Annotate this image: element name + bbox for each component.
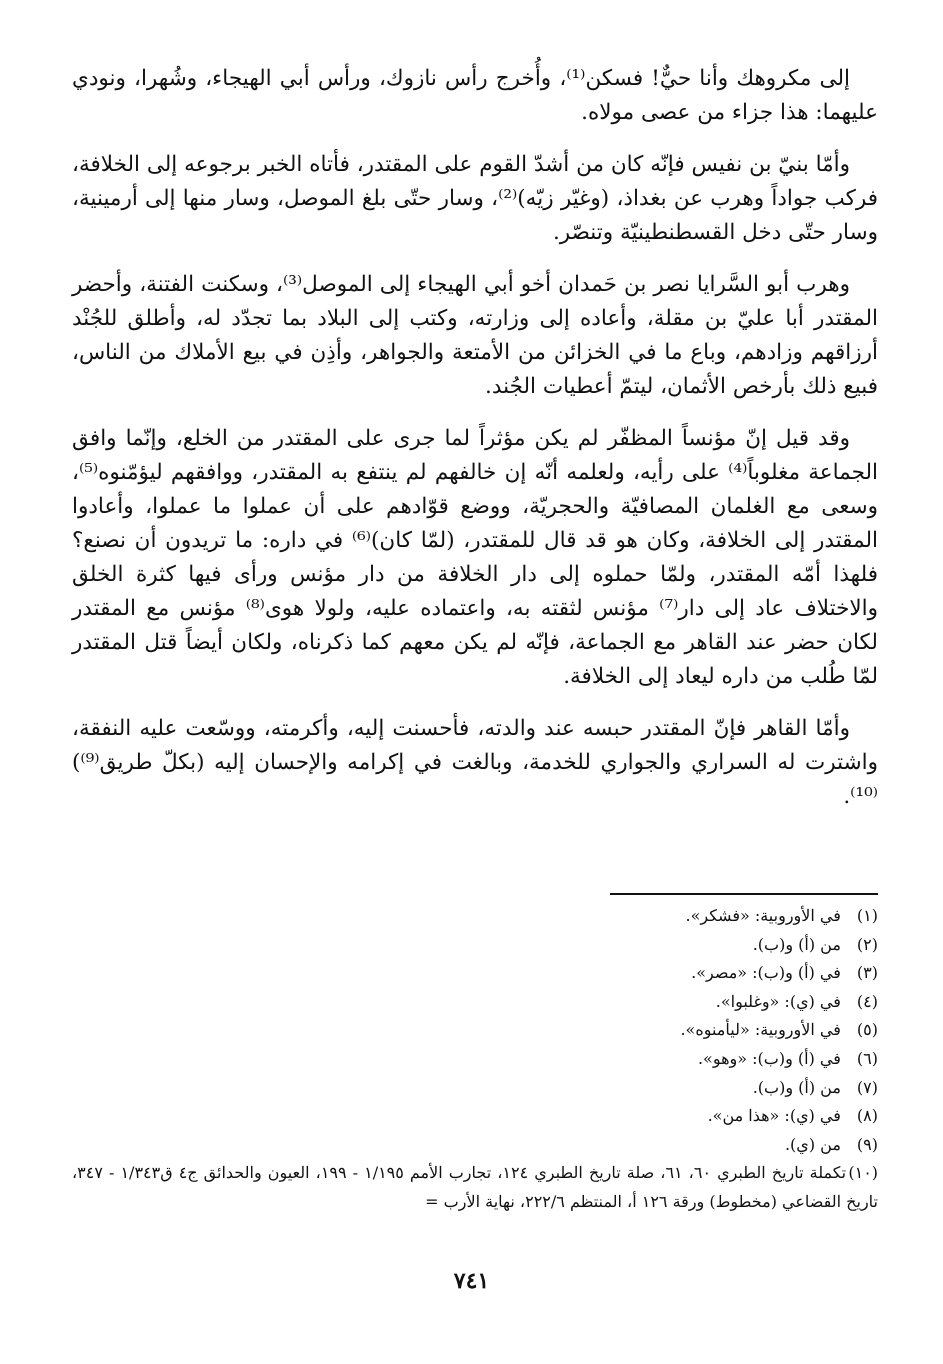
footnotes bbox=[72, 902, 878, 1217]
footnote-text: من (أ) و(ب). bbox=[752, 934, 841, 954]
footnote-5 bbox=[72, 1016, 878, 1045]
paragraph-1: إلى مكروهك وأنا حيٌّ! فسكن⁽¹⁾، وأُخرج رأس نازوك، ورأس أبي الهيجاء، وشُهرا، ونودي عليهما: هذا جزاء من عصى مولاه. bbox=[72, 66, 878, 125]
footnote-text: في (أ) و(ب): «وهو». bbox=[697, 1048, 841, 1068]
footnote-4 bbox=[72, 988, 878, 1017]
footnote-text: في (ي): «وغلبوا». bbox=[715, 991, 841, 1011]
footnote-number: (٢) bbox=[856, 934, 878, 954]
footnote-8 bbox=[72, 1102, 878, 1131]
footnote-2 bbox=[72, 931, 878, 960]
footnote-text: من (ي). bbox=[784, 1134, 841, 1154]
footnote-text: في (أ) و(ب): «مصر». bbox=[691, 963, 841, 983]
paragraph-2: وأمّا بنيّ بن نفيس فإنّه كان من أشدّ القوم على المقتدر، فأتاه الخبر برجوعه إلى الخلافة، فركب جواداً وهرب عن بغداذ، (وغيّر زيّه)⁽²⁾، وسار حتّى بلغ الموصل، وسار منها إلى أرمينية، وسار حتّى دخل القسطنطينيّة وتنصّر. bbox=[72, 152, 878, 245]
footnote-number: (٩) bbox=[856, 1134, 878, 1154]
footnote-number: (١٠) bbox=[848, 1163, 879, 1183]
footnote-text: في الأوروبية: «فشكر». bbox=[685, 906, 841, 925]
paragraph-3: وهرب أبو السَّرايا نصر بن حَمدان أخو أبي الهيجاء إلى الموصل⁽³⁾، وسكنت الفتنة، وأحضر المقتدر أبا عليّ بن مقلة، وأعاده إلى وزارته، وكتب إلى البلاد بما تجدّد له، وأطلق للجُنْد أرزاقهم وزادهم، وباع ما في الخزائن من الأمتعة والجواهر، وأذِن في بيع الأملاك من الناس، فبيع ذلك بأرخص الأثمان، ليتمّ أعطيات الجُند. bbox=[72, 272, 878, 399]
footnote-divider bbox=[610, 893, 878, 895]
footnote-text: من (أ) و(ب). bbox=[752, 1077, 841, 1097]
paragraph-4: وقد قيل إنّ مؤنساً المظفّر لم يكن مؤثراً لما جرى على المقتدر من الخلع، وإنّما وافق الجماعة مغلوباً⁽⁴⁾ على رأيه، ولعلمه أنّه إن خالفهم لم ينتفع به المقتدر، ووافقهم ليؤمّنوه⁽⁵⁾، وسعى مع الغلمان المصافيّة والحجريّة، ووضع قوّادهم على أن عملوا ما عملوا، وأعادوا المقتدر إلى الخلافة، وكان هو قد قال للمقتدر، (لمّا كان)⁽⁶⁾ في داره: ما تريدون أن نصنع؟ فلهذا أمّه المقتدر، ولمّا حملوه إلى دار الخلافة من دار مؤنس ورأى فيها كثرة الخلق والاختلاف عاد إلى دار⁽⁷⁾ مؤنس لثقته به، واعتماده عليه، ولولا هوى⁽⁸⁾ مؤنس مع المقتدر لكان حضر عند القاهر مع الجماعة، فإنّه لم يكن معهم كما ذكرناه، ولكان أيضاً قتل المقتدر لمّا طُلب من داره ليعاد إلى الخلافة. bbox=[72, 426, 879, 689]
footnote-3 bbox=[72, 959, 878, 988]
main-text bbox=[72, 62, 878, 832]
page-number: ٧٤١ bbox=[453, 1268, 490, 1294]
footnote-6 bbox=[72, 1045, 878, 1074]
footnote-number: (٦) bbox=[856, 1048, 878, 1068]
footnote-7 bbox=[72, 1074, 878, 1103]
footnote-text: في (ي): «هذا من». bbox=[707, 1106, 841, 1126]
footnote-1 bbox=[72, 902, 878, 931]
footnote-number: (٥) bbox=[856, 1020, 878, 1040]
footnote-10 bbox=[72, 1159, 878, 1216]
footnote-number: (٨) bbox=[856, 1106, 878, 1126]
footnote-9 bbox=[72, 1131, 878, 1160]
footnote-number: (٣) bbox=[856, 963, 878, 983]
footnote-text: تكملة تاريخ الطبري ٦٠، ٦١، صلة تاريخ الطبري ١٢٤، تجارب الأمم ١/١٩٥ - ١٩٩، العيون والحدائق ج٤ ق١/٣٤٣ - ٣٤٧، تاريخ القضاعي (مخطوط) ورقة ١٢٦ أ، المنتظم ٢٢٢/٦، نهاية الأرب = bbox=[72, 1163, 878, 1211]
footnote-number: (٤) bbox=[856, 991, 878, 1011]
paragraph-5: وأمّا القاهر فإنّ المقتدر حبسه عند والدته، فأحسنت إليه، وأكرمته، ووسّعت عليه النفقة، واشترت له السراري والجواري للخدمة، وبالغت في إكرامه والإحسان إليه (بكلّ طريق⁽⁹⁾)⁽¹⁰⁾. bbox=[72, 716, 878, 809]
footnote-number: (١) bbox=[856, 906, 878, 925]
footnote-text: في الأوروبية: «ليأمنوه». bbox=[680, 1020, 841, 1040]
footnote-number: (٧) bbox=[856, 1077, 878, 1097]
